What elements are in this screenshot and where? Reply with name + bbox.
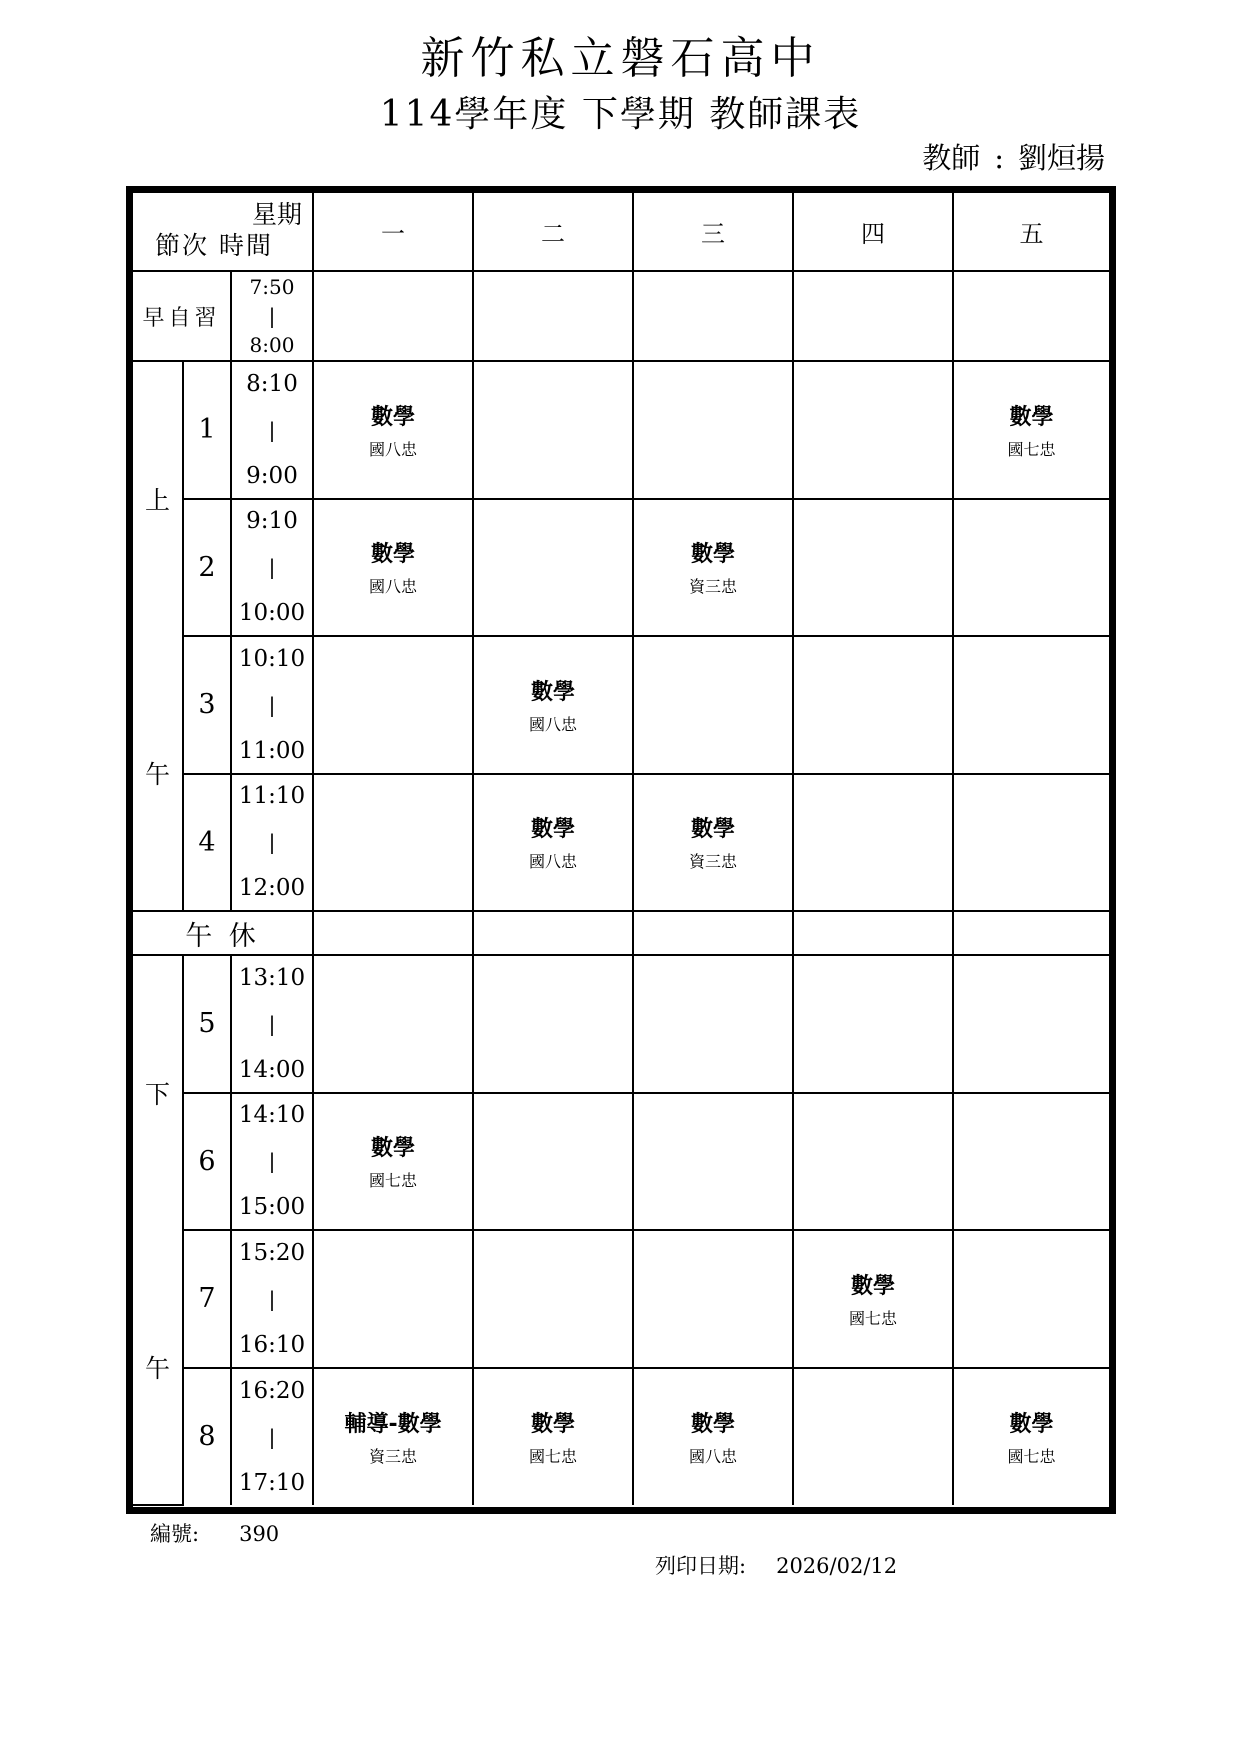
class-slot bbox=[953, 1368, 1109, 1506]
subject-name: 數學 bbox=[531, 679, 576, 705]
empty-slot bbox=[633, 1230, 793, 1368]
empty-slot bbox=[953, 911, 1109, 955]
time-separator: | bbox=[268, 692, 276, 717]
serial-number bbox=[150, 1518, 279, 1548]
class-slot bbox=[313, 361, 473, 499]
subject-name: 數學 bbox=[1009, 404, 1054, 430]
school-name: 新竹私立磐石高中 bbox=[420, 33, 821, 84]
side-label-top: 下 bbox=[144, 1080, 170, 1109]
empty-slot bbox=[793, 271, 953, 361]
header-row bbox=[133, 193, 1109, 271]
empty-slot bbox=[313, 271, 473, 361]
day-header-1: 一 bbox=[313, 193, 473, 271]
end-time: 16:10 bbox=[238, 1331, 306, 1358]
day-header-3: 三 bbox=[633, 193, 793, 271]
print-date-label: 列印日期: bbox=[655, 1554, 747, 1578]
period-number: 7 bbox=[183, 1230, 231, 1368]
time-separator: | bbox=[268, 555, 276, 580]
morning-side-label bbox=[133, 361, 183, 911]
time-separator: | bbox=[268, 1011, 276, 1036]
serial-value: 390 bbox=[239, 1522, 280, 1546]
subject-name: 數學 bbox=[531, 817, 576, 843]
period-row-3 bbox=[133, 636, 1109, 774]
period-row-2 bbox=[133, 499, 1109, 637]
start-time: 13:10 bbox=[238, 964, 306, 991]
subject-name: 數學 bbox=[371, 404, 416, 430]
end-time: 9:00 bbox=[246, 462, 298, 489]
class-name: 國七忠 bbox=[1007, 1446, 1056, 1466]
end-time: 17:10 bbox=[238, 1469, 306, 1496]
teacher-label: 教師 bbox=[922, 141, 981, 175]
time-cell bbox=[231, 1368, 313, 1506]
end-time: 14:00 bbox=[238, 1056, 306, 1083]
corner-cell bbox=[133, 193, 313, 271]
empty-slot bbox=[473, 1230, 633, 1368]
period-number: 1 bbox=[183, 361, 231, 499]
empty-slot bbox=[473, 361, 633, 499]
end-time: 11:00 bbox=[238, 737, 306, 764]
timetable bbox=[133, 193, 1109, 1506]
lunch-row bbox=[133, 911, 1109, 955]
time-separator: | bbox=[268, 830, 276, 855]
class-name: 國七忠 bbox=[529, 1446, 578, 1466]
time-cell bbox=[231, 1230, 313, 1368]
side-label-bottom: 午 bbox=[144, 760, 170, 789]
time-range bbox=[232, 504, 312, 630]
subject-name: 數學 bbox=[1009, 1411, 1054, 1437]
side-label-stack bbox=[133, 956, 182, 1504]
time-separator: | bbox=[268, 1286, 276, 1311]
empty-slot bbox=[793, 361, 953, 499]
class-slot bbox=[313, 1368, 473, 1506]
subject-name: 數學 bbox=[531, 1411, 576, 1437]
empty-slot bbox=[633, 636, 793, 774]
empty-slot bbox=[793, 955, 953, 1093]
empty-slot bbox=[633, 271, 793, 361]
time-range bbox=[232, 642, 312, 768]
side-label-bottom: 午 bbox=[144, 1354, 170, 1383]
print-date-value: 2026/02/12 bbox=[776, 1554, 898, 1578]
subject-name: 數學 bbox=[851, 1273, 896, 1299]
empty-slot bbox=[633, 361, 793, 499]
empty-slot bbox=[953, 499, 1109, 637]
period-row-7 bbox=[133, 1230, 1109, 1368]
empty-slot bbox=[953, 1230, 1109, 1368]
teacher-line bbox=[922, 136, 1105, 177]
class-name: 資三忠 bbox=[369, 1446, 418, 1466]
morning-study-label: 早自習 bbox=[133, 271, 231, 361]
empty-slot bbox=[313, 955, 473, 1093]
time-separator: | bbox=[268, 304, 276, 328]
teacher-separator: : bbox=[994, 141, 1004, 175]
class-slot bbox=[313, 1093, 473, 1231]
start-time: 11:10 bbox=[238, 783, 306, 810]
time-range bbox=[232, 273, 312, 359]
class-name: 國八忠 bbox=[689, 1446, 738, 1466]
subject-name: 數學 bbox=[371, 1136, 416, 1162]
empty-slot bbox=[953, 636, 1109, 774]
end-time: 8:00 bbox=[249, 333, 295, 357]
empty-slot bbox=[313, 1230, 473, 1368]
start-time: 7:50 bbox=[249, 275, 295, 299]
period-row-5 bbox=[133, 955, 1109, 1093]
time-range bbox=[232, 367, 312, 493]
time-range bbox=[232, 1098, 312, 1224]
class-name: 國八忠 bbox=[369, 439, 418, 459]
start-time: 10:10 bbox=[238, 645, 306, 672]
empty-slot bbox=[473, 1093, 633, 1231]
start-time: 16:20 bbox=[238, 1377, 306, 1404]
class-slot bbox=[473, 1368, 633, 1506]
period-number: 2 bbox=[183, 499, 231, 637]
time-range bbox=[232, 961, 312, 1087]
empty-slot bbox=[793, 774, 953, 912]
class-slot bbox=[633, 499, 793, 637]
time-separator: | bbox=[268, 417, 276, 442]
start-time: 15:20 bbox=[238, 1239, 306, 1266]
class-name: 國七忠 bbox=[1007, 439, 1056, 459]
end-time: 12:00 bbox=[238, 875, 306, 902]
period-number: 8 bbox=[183, 1368, 231, 1506]
end-time: 10:00 bbox=[238, 600, 306, 627]
subject-name: 數學 bbox=[691, 542, 736, 568]
time-range bbox=[232, 1236, 312, 1362]
start-time: 9:10 bbox=[246, 508, 298, 535]
time-separator: | bbox=[268, 1149, 276, 1174]
subject-name: 輔導-數學 bbox=[344, 1411, 442, 1437]
class-name: 國七忠 bbox=[369, 1171, 418, 1191]
empty-slot bbox=[633, 1093, 793, 1231]
time-cell bbox=[231, 636, 313, 774]
time-separator: | bbox=[268, 1424, 276, 1449]
class-name: 國八忠 bbox=[529, 714, 578, 734]
time-cell bbox=[231, 1093, 313, 1231]
class-slot bbox=[633, 1368, 793, 1506]
period-row-6 bbox=[133, 1093, 1109, 1231]
day-header-5: 五 bbox=[953, 193, 1109, 271]
lunch-label: 午 休 bbox=[133, 911, 313, 955]
class-slot bbox=[473, 774, 633, 912]
period-row-8 bbox=[133, 1368, 1109, 1506]
empty-slot bbox=[633, 955, 793, 1093]
time-cell bbox=[231, 499, 313, 637]
class-name: 國八忠 bbox=[529, 852, 578, 872]
class-slot bbox=[793, 1230, 953, 1368]
class-name: 資三忠 bbox=[689, 852, 738, 872]
print-date bbox=[655, 1550, 897, 1580]
class-name: 國七忠 bbox=[849, 1308, 898, 1328]
side-label-stack bbox=[133, 362, 182, 910]
serial-label: 編號: bbox=[150, 1522, 200, 1546]
period-number: 6 bbox=[183, 1093, 231, 1231]
empty-slot bbox=[953, 1093, 1109, 1231]
subject-name: 數學 bbox=[691, 817, 736, 843]
period-number: 4 bbox=[183, 774, 231, 912]
start-time: 14:10 bbox=[238, 1102, 306, 1129]
time-cell bbox=[231, 361, 313, 499]
empty-slot bbox=[313, 636, 473, 774]
empty-slot bbox=[793, 1368, 953, 1506]
period-number: 5 bbox=[183, 955, 231, 1093]
day-header-2: 二 bbox=[473, 193, 633, 271]
teacher-name: 劉烜揚 bbox=[1017, 141, 1105, 175]
class-slot bbox=[953, 361, 1109, 499]
period-row-1 bbox=[133, 361, 1109, 499]
empty-slot bbox=[313, 911, 473, 955]
empty-slot bbox=[793, 1093, 953, 1231]
time-cell bbox=[231, 271, 313, 361]
end-time: 15:00 bbox=[238, 1194, 306, 1221]
empty-slot bbox=[473, 911, 633, 955]
subject-name: 數學 bbox=[371, 542, 416, 568]
empty-slot bbox=[473, 499, 633, 637]
class-name: 資三忠 bbox=[689, 577, 738, 597]
time-range bbox=[232, 779, 312, 905]
period-row-4 bbox=[133, 774, 1109, 912]
class-slot bbox=[313, 499, 473, 637]
afternoon-side-label bbox=[133, 955, 183, 1505]
start-time: 8:10 bbox=[246, 370, 298, 397]
corner-slot-label: 節次 時間 bbox=[155, 231, 273, 260]
side-label-top: 上 bbox=[144, 486, 170, 515]
morning-study-row bbox=[133, 271, 1109, 361]
corner-week-label: 星期 bbox=[252, 200, 303, 229]
empty-slot bbox=[953, 271, 1109, 361]
empty-slot bbox=[793, 911, 953, 955]
empty-slot bbox=[953, 955, 1109, 1093]
period-number: 3 bbox=[183, 636, 231, 774]
time-range bbox=[232, 1374, 312, 1500]
time-cell bbox=[231, 774, 313, 912]
class-name: 國八忠 bbox=[369, 577, 418, 597]
day-header-4: 四 bbox=[793, 193, 953, 271]
subject-name: 數學 bbox=[691, 1411, 736, 1437]
empty-slot bbox=[793, 636, 953, 774]
empty-slot bbox=[633, 911, 793, 955]
class-slot bbox=[633, 774, 793, 912]
empty-slot bbox=[473, 955, 633, 1093]
time-cell bbox=[231, 955, 313, 1093]
empty-slot bbox=[793, 499, 953, 637]
schedule-title: 114學年度 下學期 教師課表 bbox=[379, 94, 862, 135]
empty-slot bbox=[473, 271, 633, 361]
empty-slot bbox=[313, 774, 473, 912]
class-slot bbox=[473, 636, 633, 774]
empty-slot bbox=[953, 774, 1109, 912]
